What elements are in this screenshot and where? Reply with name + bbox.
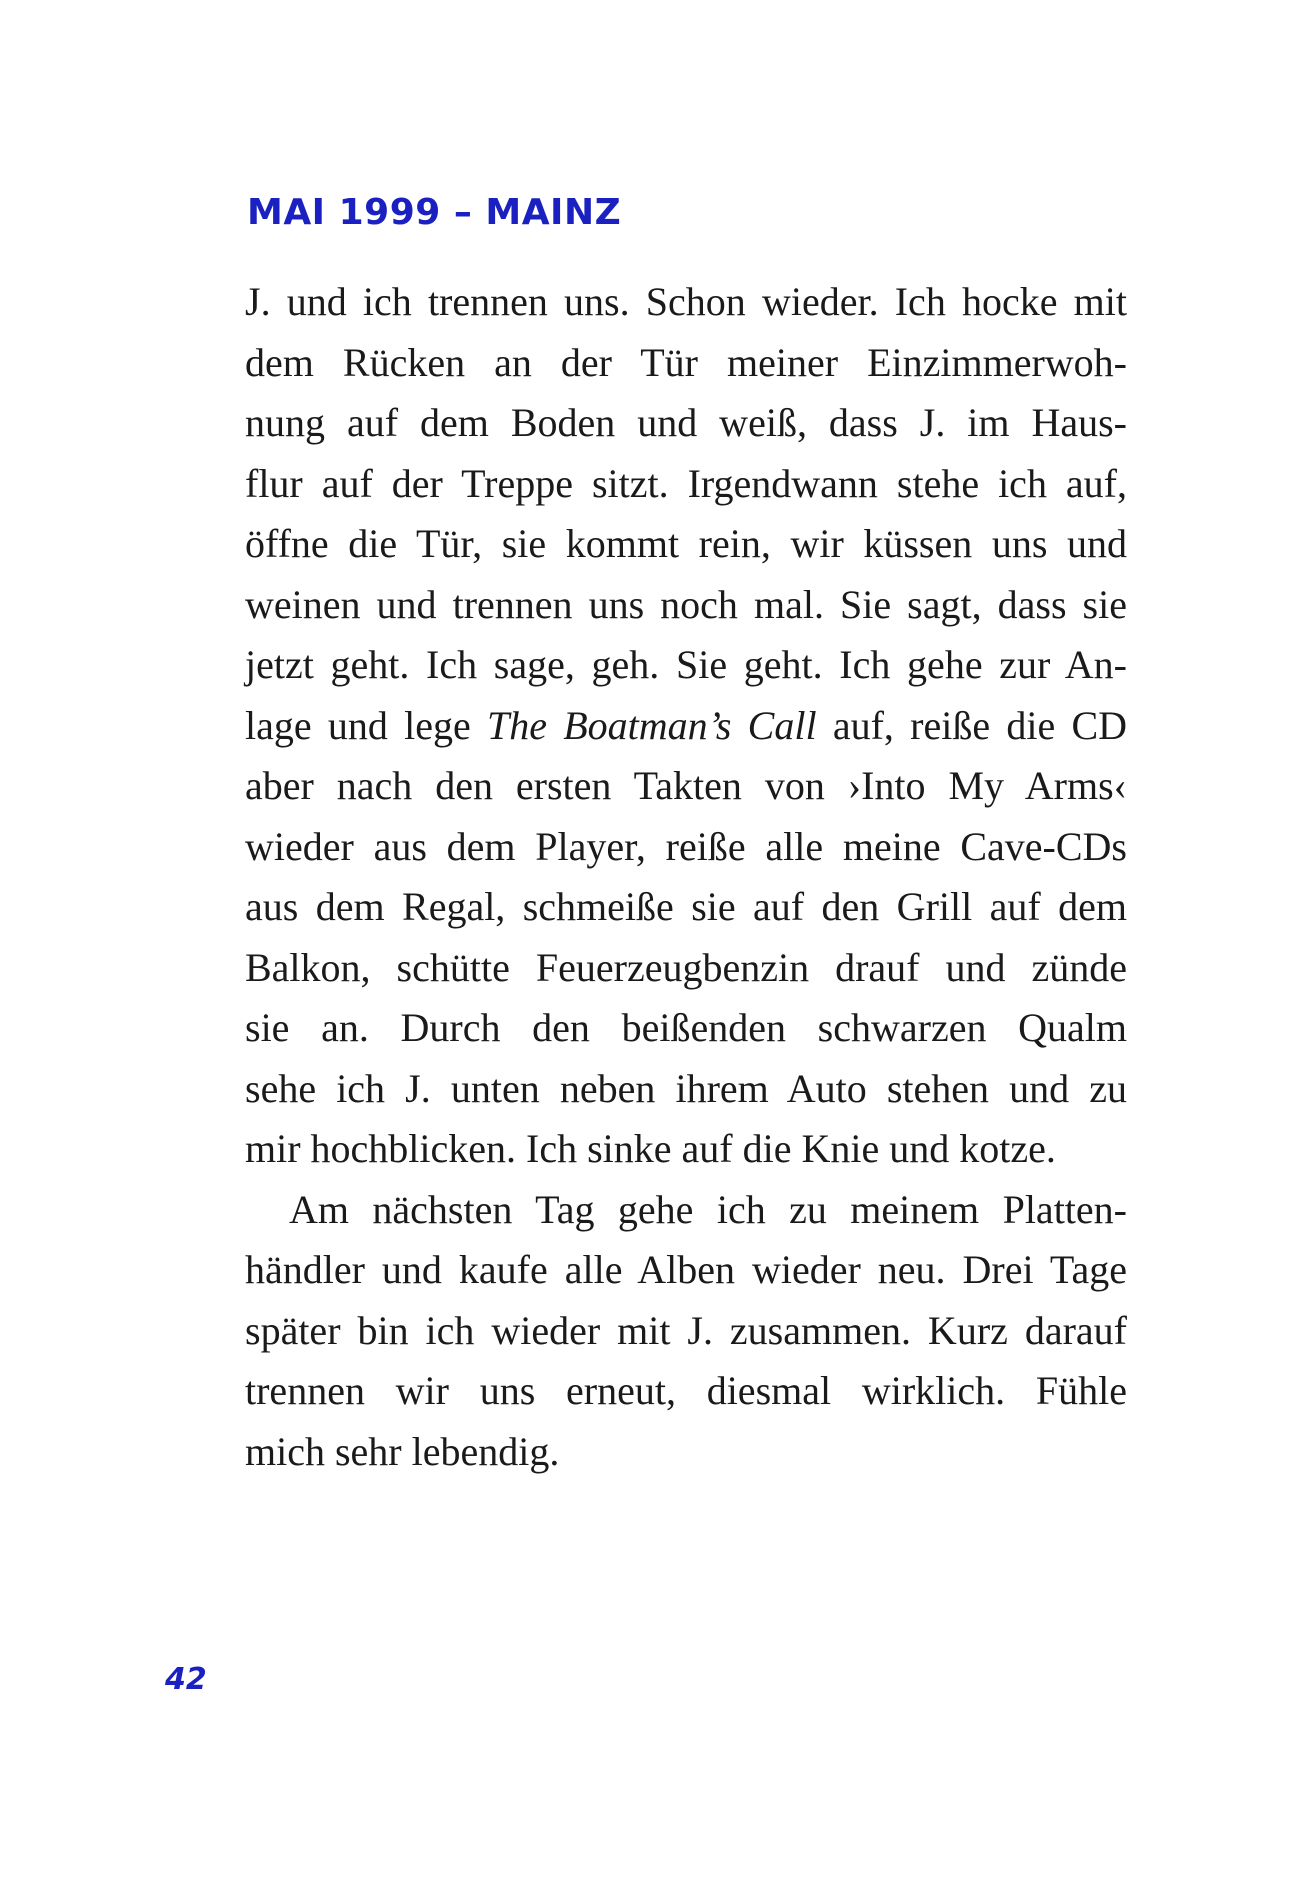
text-segment: lage und lege: [245, 702, 471, 748]
text-line: mir hochblicken. Ich sinke auf die Knie und kotze.: [245, 1126, 1056, 1171]
album-title: The Boatman’s Call: [487, 702, 817, 748]
text-line: wieder aus dem Player, reiße alle meine Cave-CDs: [245, 823, 1127, 869]
text-line: sie an. Durch den beißenden schwarzen Qualm: [245, 1005, 1127, 1050]
chapter-heading: MAI 1999 – MAINZ: [247, 192, 622, 233]
text-line: Balkon, schütte Feuerzeugbenzin drauf und zünde: [245, 944, 1127, 990]
text-line: dem Rücken an der Tür meiner Einzimmerwoh-: [245, 339, 1127, 385]
text-line: flur auf der Treppe sitzt. Irgendwann stehe ich auf,: [245, 460, 1127, 506]
text-line: sehe ich J. unten neben ihrem Auto stehen und zu: [245, 1065, 1127, 1111]
text-line: öffne die Tür, sie kommt rein, wir küssen uns und: [245, 521, 1127, 566]
text-line: trennen wir uns erneut, diesmal wirklich. Fühle: [245, 1368, 1127, 1413]
text-line: Am nächsten Tag gehe ich zu meinem Platten-: [289, 1186, 1127, 1232]
text-line: händler und kaufe alle Alben wieder neu. Drei Tage: [245, 1247, 1127, 1292]
text-line: weinen und trennen uns noch mal. Sie sagt, dass sie: [245, 581, 1127, 627]
text-line: später bin ich wieder mit J. zusammen. Kurz darauf: [245, 1307, 1127, 1353]
paragraph-1: [245, 272, 1127, 1180]
text-segment: auf, reiße die CD: [832, 702, 1128, 748]
body-text: [245, 272, 1127, 1482]
paragraph-2: [245, 1180, 1127, 1483]
text-line: J. und ich trennen uns. Schon wieder. Ich hocke mit: [245, 279, 1127, 324]
text-line: aus dem Regal, schmeiße sie auf den Grill auf dem: [245, 884, 1127, 929]
text-line: mich sehr lebendig.: [245, 1428, 560, 1474]
text-line: [245, 696, 1127, 757]
text-line: jetzt geht. Ich sage, geh. Sie geht. Ich gehe zur An-: [245, 642, 1127, 687]
text-line: aber nach den ersten Takten von ›Into My Arms‹: [245, 763, 1127, 808]
text-line: nung auf dem Boden und weiß, dass J. im Haus-: [245, 400, 1127, 445]
page-number: 42: [165, 1662, 207, 1697]
